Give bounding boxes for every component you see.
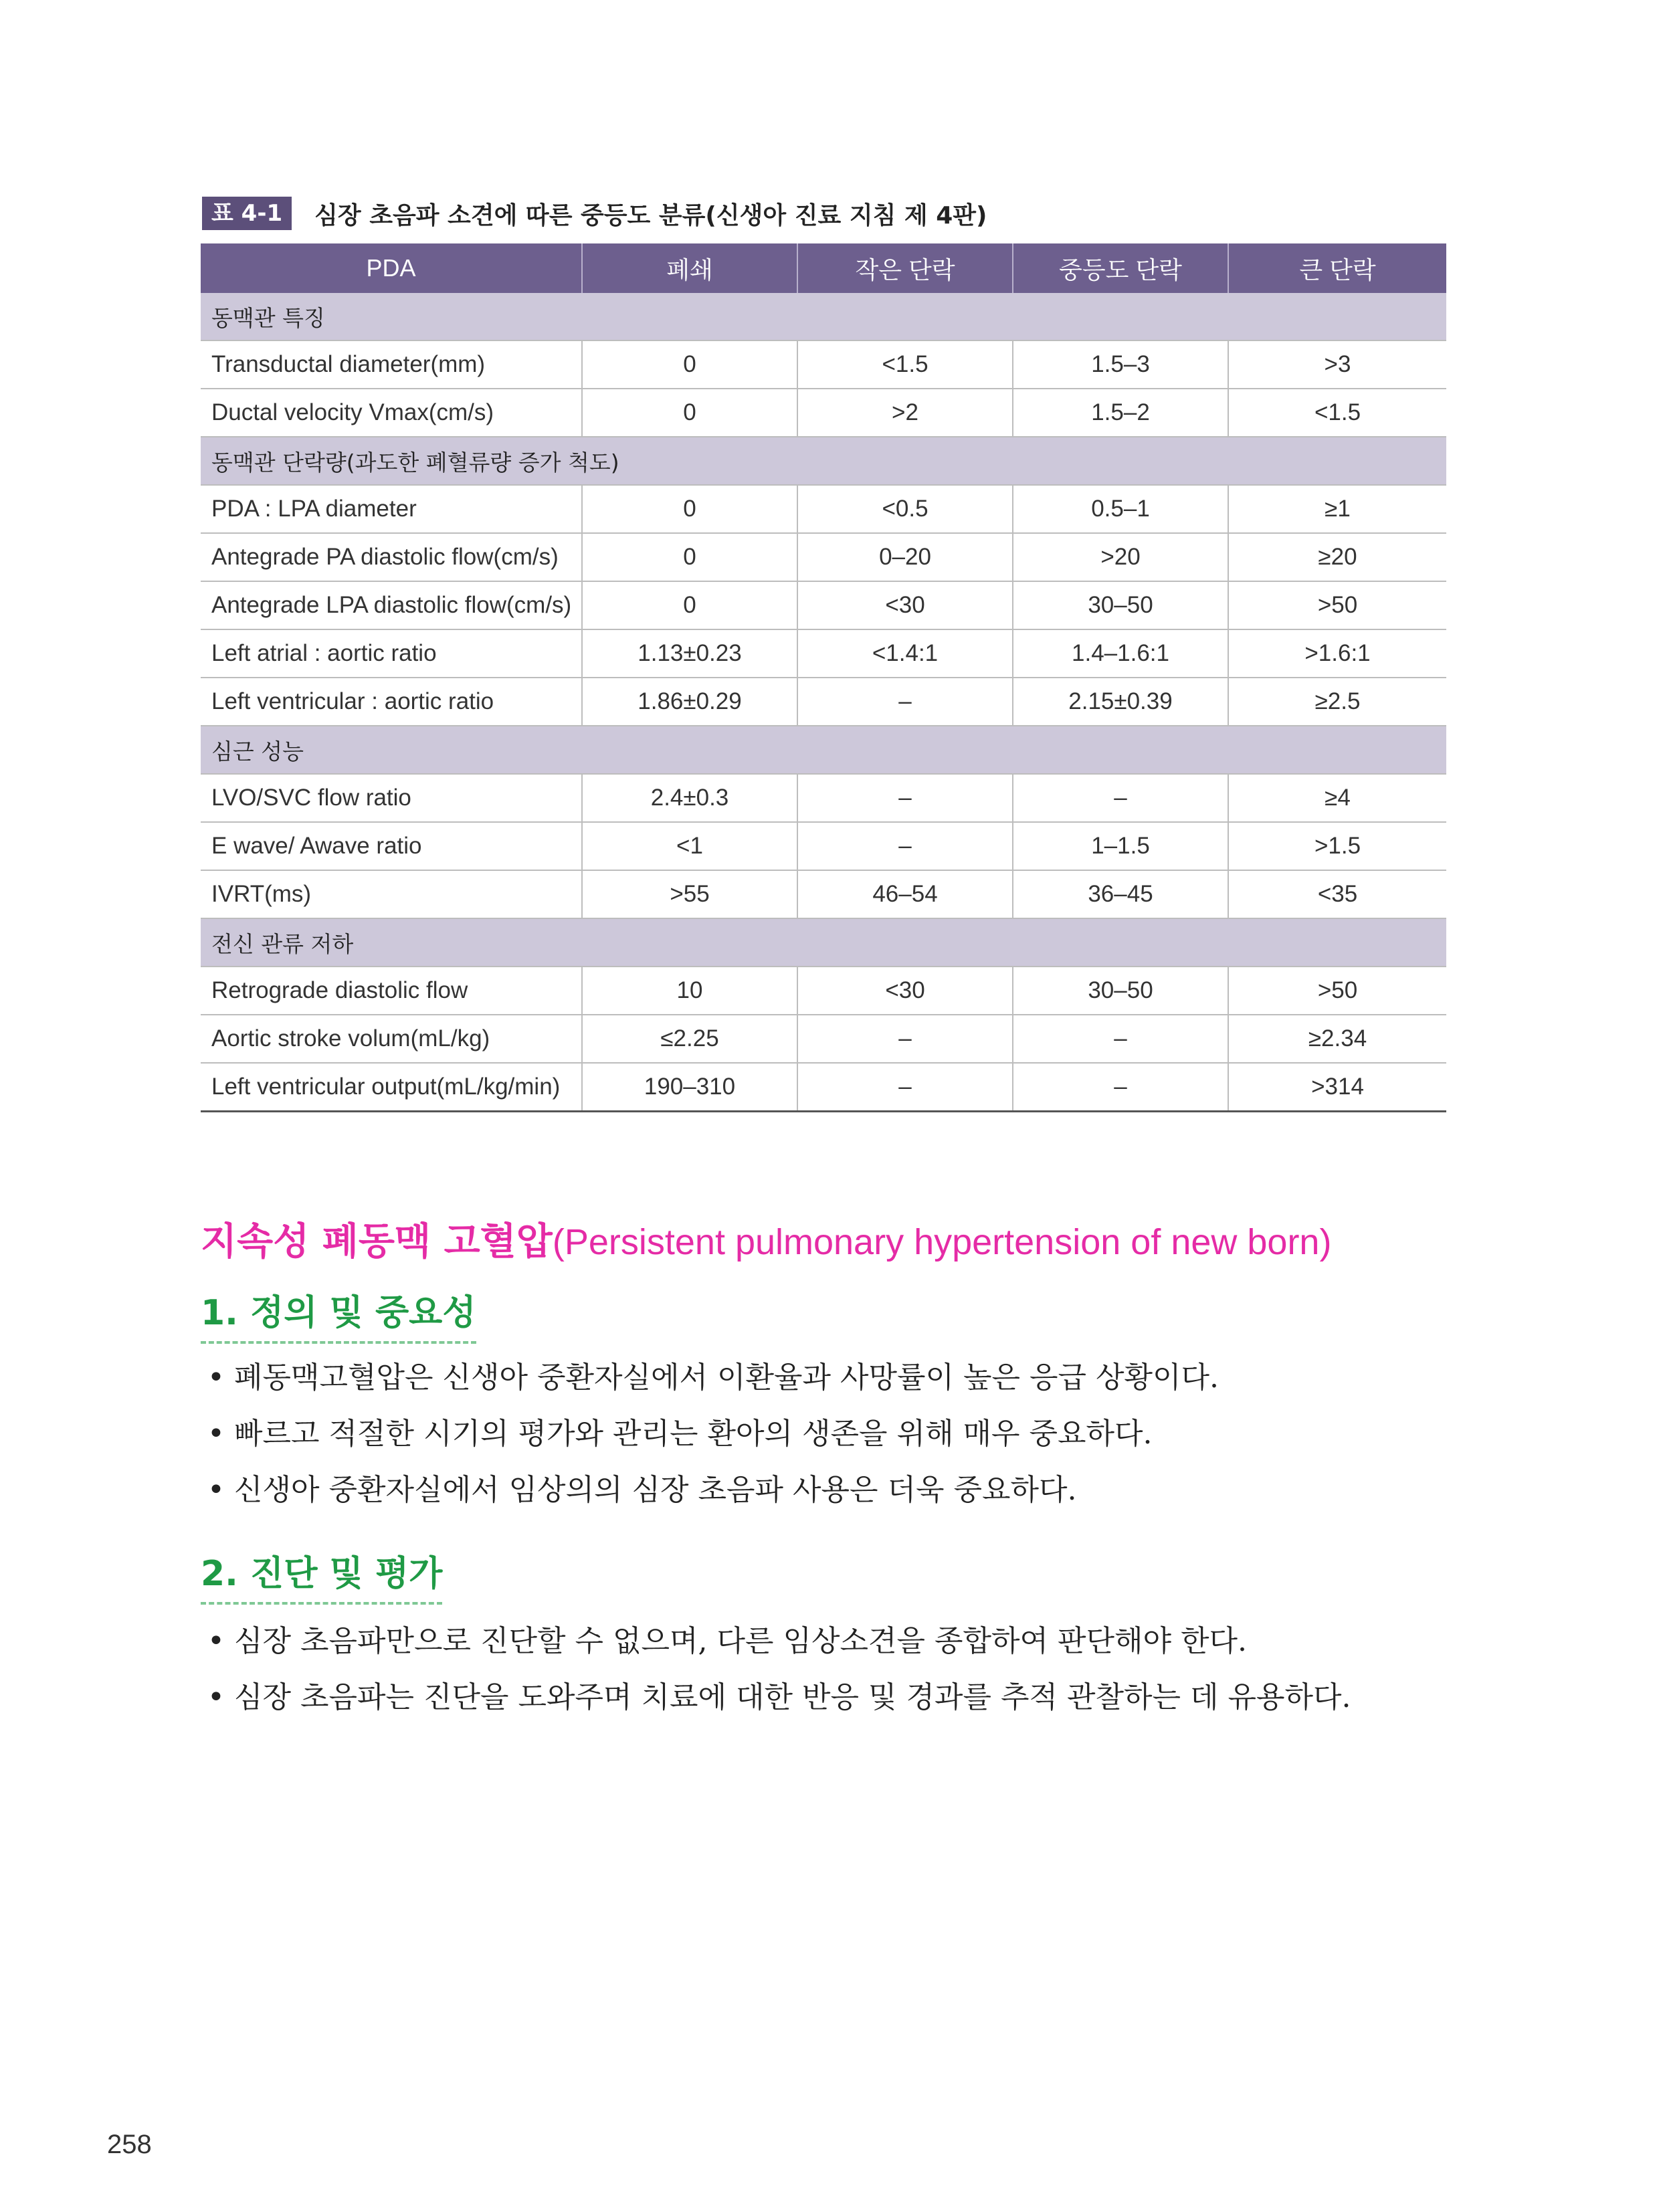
list-item [207,1613,1351,1670]
group-label: 동맥관 특징 [201,293,1446,340]
table-title: 심장 초음파 소견에 따른 중등도 분류(신생아 진료 지침 제 4판) [314,201,987,229]
value-cell: 0.5–1 [1013,485,1228,533]
bullet-text: 폐동맥고혈압은 신생아 중환자실에서 이환율과 사망률이 높은 응급 상황이다. [234,1361,1219,1395]
value-cell: <35 [1228,870,1446,918]
value-cell: – [797,678,1013,726]
list-item [207,1406,1219,1462]
value-cell: <1.5 [1228,389,1446,437]
parameter-cell: Left ventricular output(mL/kg/min) [201,1063,582,1112]
value-cell: 0 [582,581,797,629]
parameter-cell: Antegrade PA diastolic flow(cm/s) [201,533,582,581]
list-item [207,1350,1219,1406]
value-cell: – [797,774,1013,822]
value-cell: >314 [1228,1063,1446,1112]
table-row [201,629,1446,678]
bullet-icon: • [207,1680,225,1714]
page-number: 258 [107,2130,152,2159]
bullet-icon: • [207,1473,225,1507]
bullet-icon: • [207,1624,225,1658]
value-cell: ≥4 [1228,774,1446,822]
value-cell: 190–310 [582,1063,797,1112]
value-cell: >50 [1228,581,1446,629]
subsection-title-diagnosis: 2. 진단 및 평가 [201,1545,442,1605]
value-cell: 1.86±0.29 [582,678,797,726]
table-row [201,1015,1446,1063]
value-cell: – [1013,1015,1228,1063]
value-cell: 1.5–3 [1013,340,1228,389]
parameter-cell: Aortic stroke volum(mL/kg) [201,1015,582,1063]
parameter-cell: Left ventricular : aortic ratio [201,678,582,726]
header-cell: 중등도 단락 [1013,243,1228,293]
group-header-row [201,918,1446,967]
table-caption [202,195,987,231]
value-cell: 0 [582,389,797,437]
parameter-cell: LVO/SVC flow ratio [201,774,582,822]
value-cell: >3 [1228,340,1446,389]
value-cell: ≥2.5 [1228,678,1446,726]
value-cell: >50 [1228,967,1446,1015]
value-cell: >2 [797,389,1013,437]
value-cell: >1.5 [1228,822,1446,870]
bullet-icon: • [207,1361,225,1395]
value-cell: 2.4±0.3 [582,774,797,822]
value-cell: <30 [797,967,1013,1015]
severity-table [201,243,1446,1112]
parameter-cell: E wave/ Awave ratio [201,822,582,870]
table-header-row [201,243,1446,293]
value-cell: >55 [582,870,797,918]
parameter-cell: Ductal velocity Vmax(cm/s) [201,389,582,437]
table-row [201,774,1446,822]
table-row [201,485,1446,533]
table-number-badge: 표 4-1 [202,197,292,230]
value-cell: 30–50 [1013,967,1228,1015]
value-cell: ≥1 [1228,485,1446,533]
parameter-cell: IVRT(ms) [201,870,582,918]
group-label: 전신 관류 저하 [201,918,1446,967]
table-row [201,967,1446,1015]
bullet-text: 신생아 중환자실에서 임상의의 심장 초음파 사용은 더욱 중요하다. [234,1473,1077,1507]
value-cell: – [1013,1063,1228,1112]
group-label: 심근 성능 [201,726,1446,774]
value-cell: – [797,1063,1013,1112]
section-title [201,1212,1331,1266]
table-row [201,822,1446,870]
value-cell: – [797,822,1013,870]
value-cell: 1–1.5 [1013,822,1228,870]
value-cell: 10 [582,967,797,1015]
parameter-cell: PDA : LPA diameter [201,485,582,533]
value-cell: <0.5 [797,485,1013,533]
value-cell: 0 [582,533,797,581]
diagnosis-bullet-list [207,1613,1351,1726]
parameter-cell: Transductal diameter(mm) [201,340,582,389]
header-cell: PDA [201,243,582,293]
value-cell: 0 [582,485,797,533]
value-cell: 36–45 [1013,870,1228,918]
section-title-korean: 지속성 폐동맥 고혈압 [201,1220,553,1264]
bullet-text: 심장 초음파만으로 진단할 수 없으며, 다른 임상소견을 종합하여 판단해야 한다. [234,1624,1247,1658]
value-cell: – [797,1015,1013,1063]
value-cell: ≥20 [1228,533,1446,581]
value-cell: 0–20 [797,533,1013,581]
bullet-icon: • [207,1417,225,1451]
value-cell: 0 [582,340,797,389]
table-row [201,678,1446,726]
table-row [201,870,1446,918]
value-cell: 1.5–2 [1013,389,1228,437]
parameter-cell: Left atrial : aortic ratio [201,629,582,678]
subsection-title-definition: 1. 정의 및 중요성 [201,1284,476,1344]
value-cell: ≤2.25 [582,1015,797,1063]
value-cell: 30–50 [1013,581,1228,629]
value-cell: >1.6:1 [1228,629,1446,678]
value-cell: 1.13±0.23 [582,629,797,678]
list-item [207,1462,1219,1518]
section-title-english: (Persistent pulmonary hypertension of new born) [552,1222,1332,1262]
group-header-row [201,726,1446,774]
value-cell: <1 [582,822,797,870]
value-cell: ≥2.34 [1228,1015,1446,1063]
parameter-cell: Retrograde diastolic flow [201,967,582,1015]
table-row [201,389,1446,437]
table-row [201,1063,1446,1112]
table-row [201,581,1446,629]
header-cell: 작은 단락 [797,243,1013,293]
header-cell: 큰 단락 [1228,243,1446,293]
value-cell: <1.5 [797,340,1013,389]
bullet-text: 빠르고 적절한 시기의 평가와 관리는 환아의 생존을 위해 매우 중요하다. [234,1417,1153,1451]
value-cell: <1.4:1 [797,629,1013,678]
value-cell: >20 [1013,533,1228,581]
definition-bullet-list [207,1350,1219,1518]
header-cell: 폐쇄 [582,243,797,293]
group-header-row [201,437,1446,485]
table-row [201,340,1446,389]
table-row [201,533,1446,581]
group-label: 동맥관 단락량(과도한 폐혈류량 증가 척도) [201,437,1446,485]
value-cell: – [1013,774,1228,822]
list-item [207,1670,1351,1726]
group-header-row [201,293,1446,340]
value-cell: 2.15±0.39 [1013,678,1228,726]
value-cell: 46–54 [797,870,1013,918]
value-cell: <30 [797,581,1013,629]
parameter-cell: Antegrade LPA diastolic flow(cm/s) [201,581,582,629]
value-cell: 1.4–1.6:1 [1013,629,1228,678]
bullet-text: 심장 초음파는 진단을 도와주며 치료에 대한 반응 및 경과를 추적 관찰하는 데 유용하다. [234,1680,1351,1714]
